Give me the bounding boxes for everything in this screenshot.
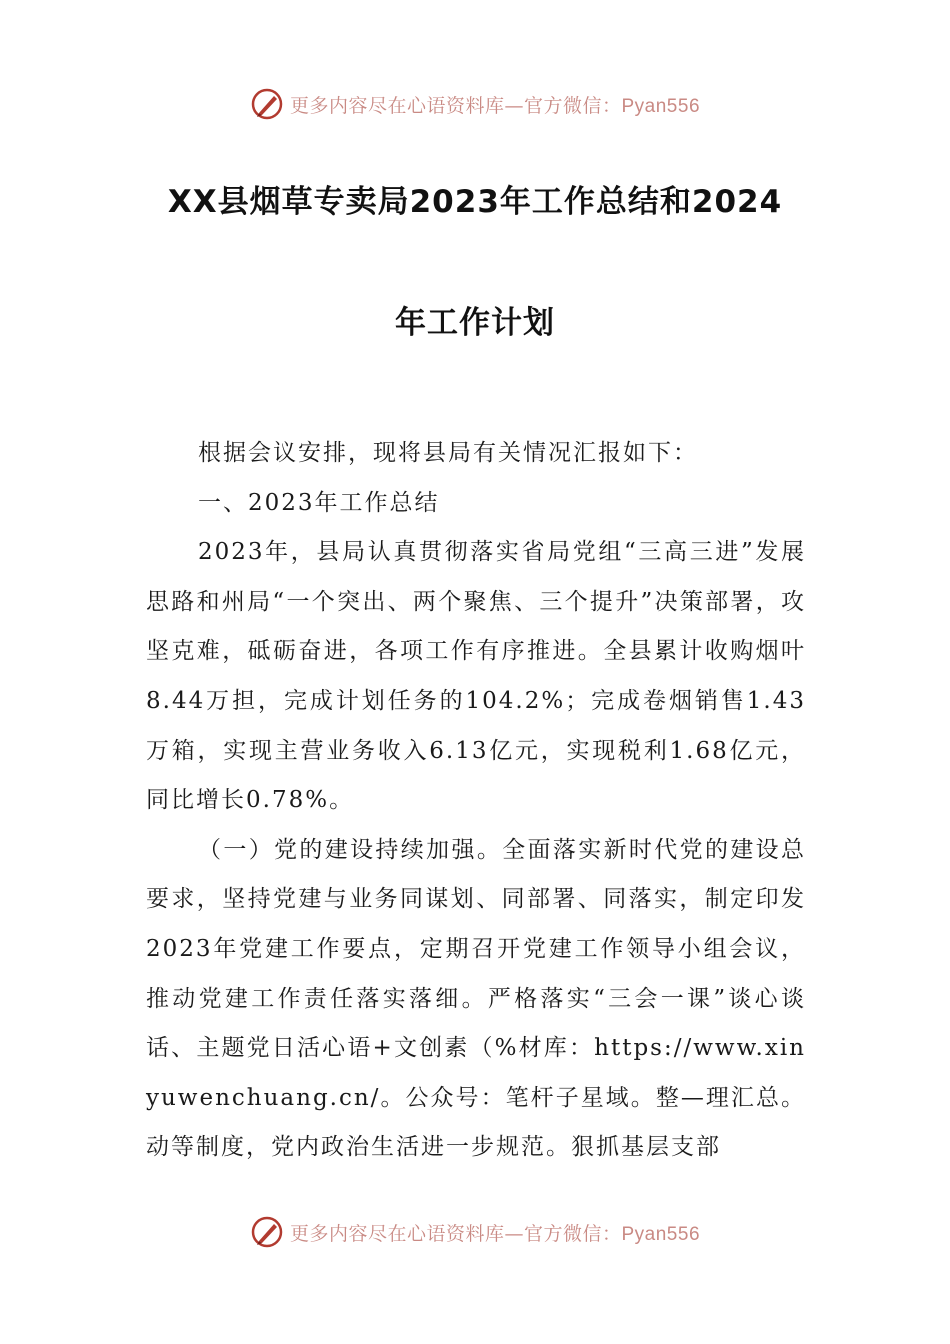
document-body bbox=[146, 429, 806, 1173]
watermark-footer bbox=[0, 1212, 950, 1252]
paragraph-intro: 根据会议安排，现将县局有关情况汇报如下： bbox=[198, 440, 698, 466]
document-title-line1: XX县烟草专卖局2023年工作总结和2024 bbox=[167, 184, 783, 220]
paragraph-summary: 2023年，县局认真贯彻落实省局党组“三高三进”发展思路和州局“一个突出、两个聚焦、三个提升”决策部署，攻坚克难，砥砺奋进，各项工作有序推进。全县累计收购烟叶8.44万担，完成计划任务的104.2%；完成卷烟销售1.43万箱，实现主营业务收入6.13亿元，实现税利1.68亿元，同比增长0.78%。 bbox=[146, 539, 806, 814]
wechat-id: Pyan556 bbox=[621, 95, 701, 117]
watermark-text: 更多内容尽在心语资料库—官方微信：Pyan556 bbox=[289, 94, 701, 117]
document-title-line2: 年工作计划 bbox=[395, 305, 555, 341]
watermark-text: 更多内容尽在心语资料库—官方微信：Pyan556 bbox=[289, 1222, 701, 1245]
watermark-header bbox=[0, 84, 950, 124]
paragraph-party-building: （一）党的建设持续加强。全面落实新时代党的建设总要求，坚持党建与业务同谋划、同部署、同落实，制定印发2023年党建工作要点，定期召开党建工作领导小组会议，推动党建工作责任落实落细。严格落实“三会一课”谈心谈话、主题党日活心语+文创素（%材库：https://www.xinyuwenchuang.cn/。公众号：笔杆子星域。整—理汇总。动等制度，党内政治生活进一步规范。狠抓基层支部 bbox=[146, 836, 806, 1161]
wechat-id: Pyan556 bbox=[621, 1223, 701, 1245]
pen-logo-icon bbox=[250, 1215, 284, 1249]
pen-logo-icon bbox=[250, 87, 284, 121]
section-heading: 一、2023年工作总结 bbox=[198, 489, 440, 516]
